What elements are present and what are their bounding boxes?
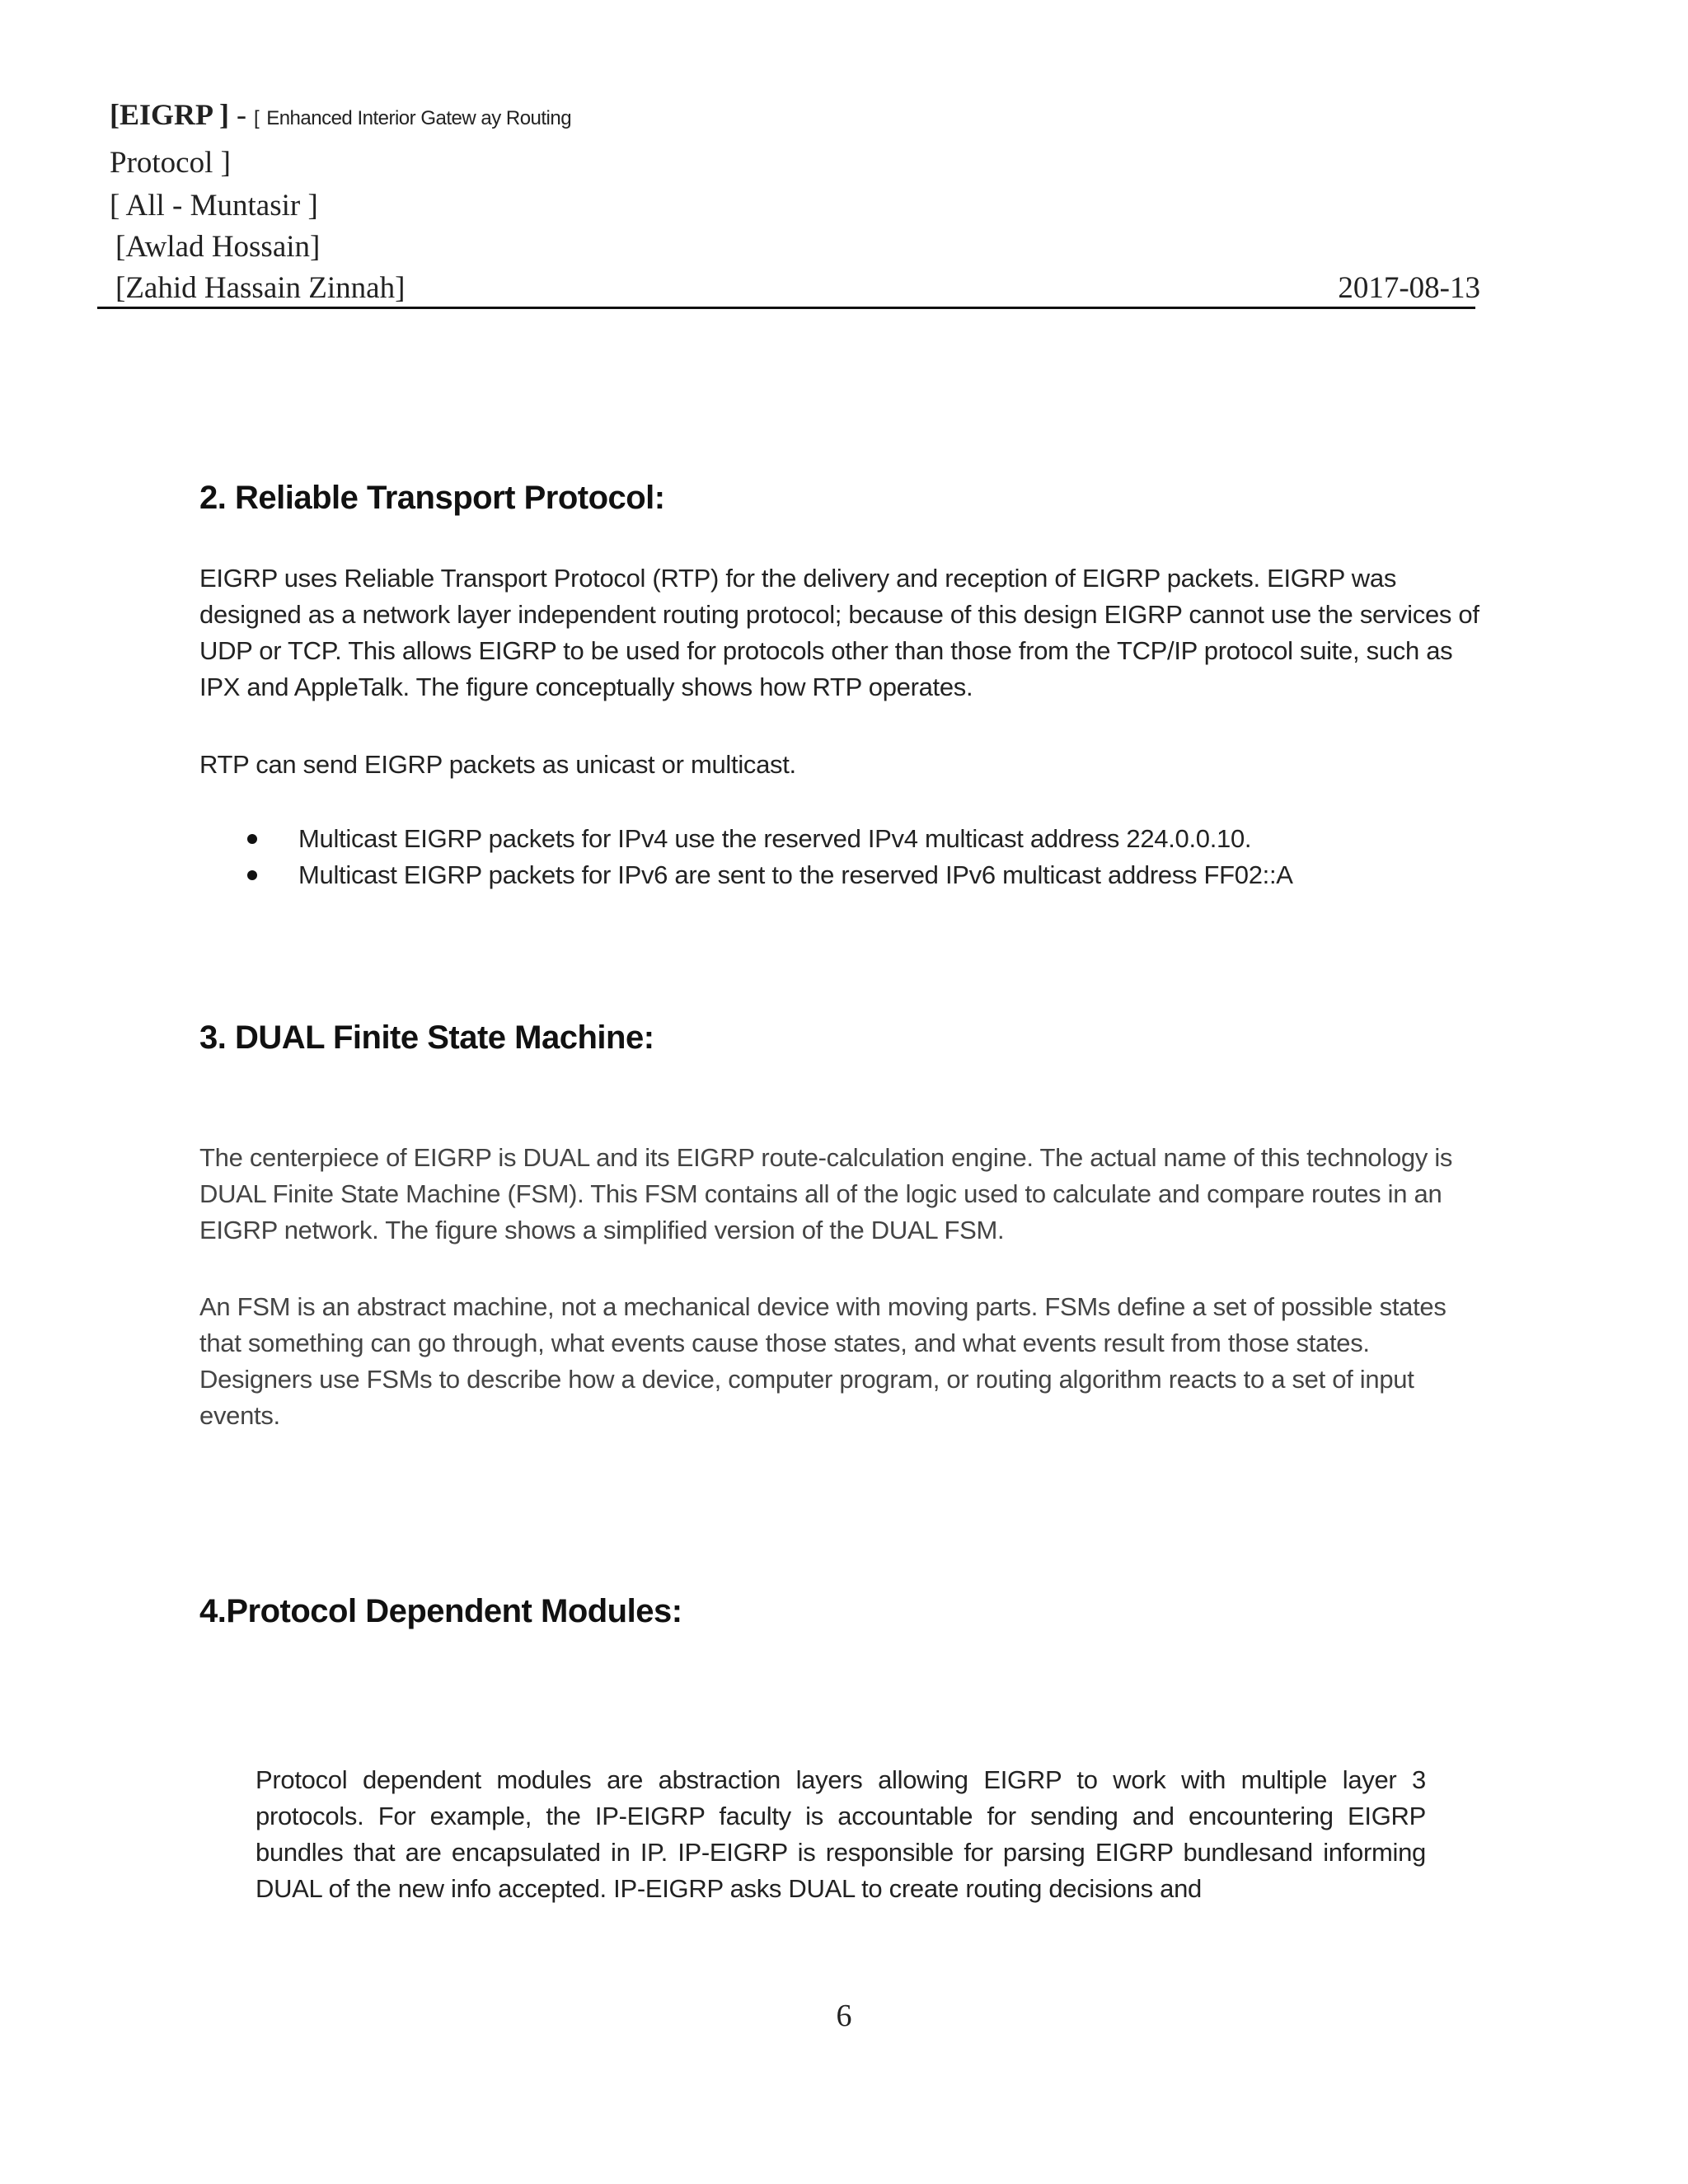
section-heading-dual-fsm: 3. DUAL Finite State Machine: — [199, 1019, 654, 1056]
page-number: 6 — [836, 1999, 852, 2033]
section-heading-protocol-modules: 4.Protocol Dependent Modules: — [199, 1593, 682, 1629]
header-divider — [97, 307, 1475, 309]
section-heading-reliable-transport: 2. Reliable Transport Protocol: — [199, 480, 665, 516]
header-author-2: [Awlad Hossain] — [115, 230, 321, 264]
header-title-bracket: [ — [254, 107, 260, 129]
header-date: 2017-08-13 — [1338, 271, 1480, 305]
header-title-abbr: [EIGRP ] — [110, 98, 230, 131]
section-paragraph: RTP can send EIGRP packets as unicast or multicast. — [199, 750, 796, 779]
header-author-3: [Zahid Hassain Zinnah] — [115, 271, 406, 305]
header-title-small: Enhanced Interior Gatew ay Routing — [266, 107, 572, 129]
multicast-bullet-list — [247, 821, 1293, 893]
section-paragraph: An FSM is an abstract machine, not a mechanical device with moving parts. FSMs define a set of possible states that something can go through, what events cause those states, and what events result from those states. Designers use FSMs to describe how a device, computer program, or routing algorithm reacts to a set of input events. — [199, 1292, 1447, 1430]
header-title-continued: Protocol ] — [110, 146, 231, 180]
bullet-text: Multicast EIGRP packets for IPv4 use the reserved IPv4 multicast address 224.0.0.10. — [298, 824, 1252, 853]
header-title-dash: - — [237, 98, 247, 131]
document-header-title — [110, 97, 571, 132]
section-paragraph: The centerpiece of EIGRP is DUAL and its EIGRP route-calculation engine. The actual name of this technology is DUAL Finite State Machine (FSM). This FSM contains all of the logic used to calculate and compare routes in an EIGRP network. The figure shows a simplified version of the DUAL FSM. — [199, 1143, 1453, 1244]
bullet-text: Multicast EIGRP packets for IPv6 are sent to the reserved IPv6 multicast address FF02::A — [298, 860, 1293, 889]
list-item — [247, 857, 1293, 893]
bullet-icon — [247, 870, 257, 880]
bullet-icon — [247, 834, 257, 844]
section-paragraph: Protocol dependent modules are abstraction layers allowing EIGRP to work with multiple layer 3 protocols. For example, the IP-EIGRP faculty is accountable for sending and encountering EIGRP bundles that are encapsulated in IP. IP-EIGRP is responsible for parsing EIGRP bundlesand informing DUAL of the new info accepted. IP-EIGRP asks DUAL to create routing decisions and — [256, 1765, 1426, 1903]
section-paragraph: EIGRP uses Reliable Transport Protocol (RTP) for the delivery and reception of EIGRP packets. EIGRP was designed as a network layer independent routing protocol; because of this design EIGRP cannot use the services of UDP or TCP. This allows EIGRP to be used for protocols other than those from the TCP/IP protocol suite, such as IPX and AppleTalk. The figure conceptually shows how RTP operates. — [199, 564, 1479, 701]
list-item — [247, 821, 1293, 857]
header-author-1: [ All - Muntasir ] — [110, 189, 318, 223]
